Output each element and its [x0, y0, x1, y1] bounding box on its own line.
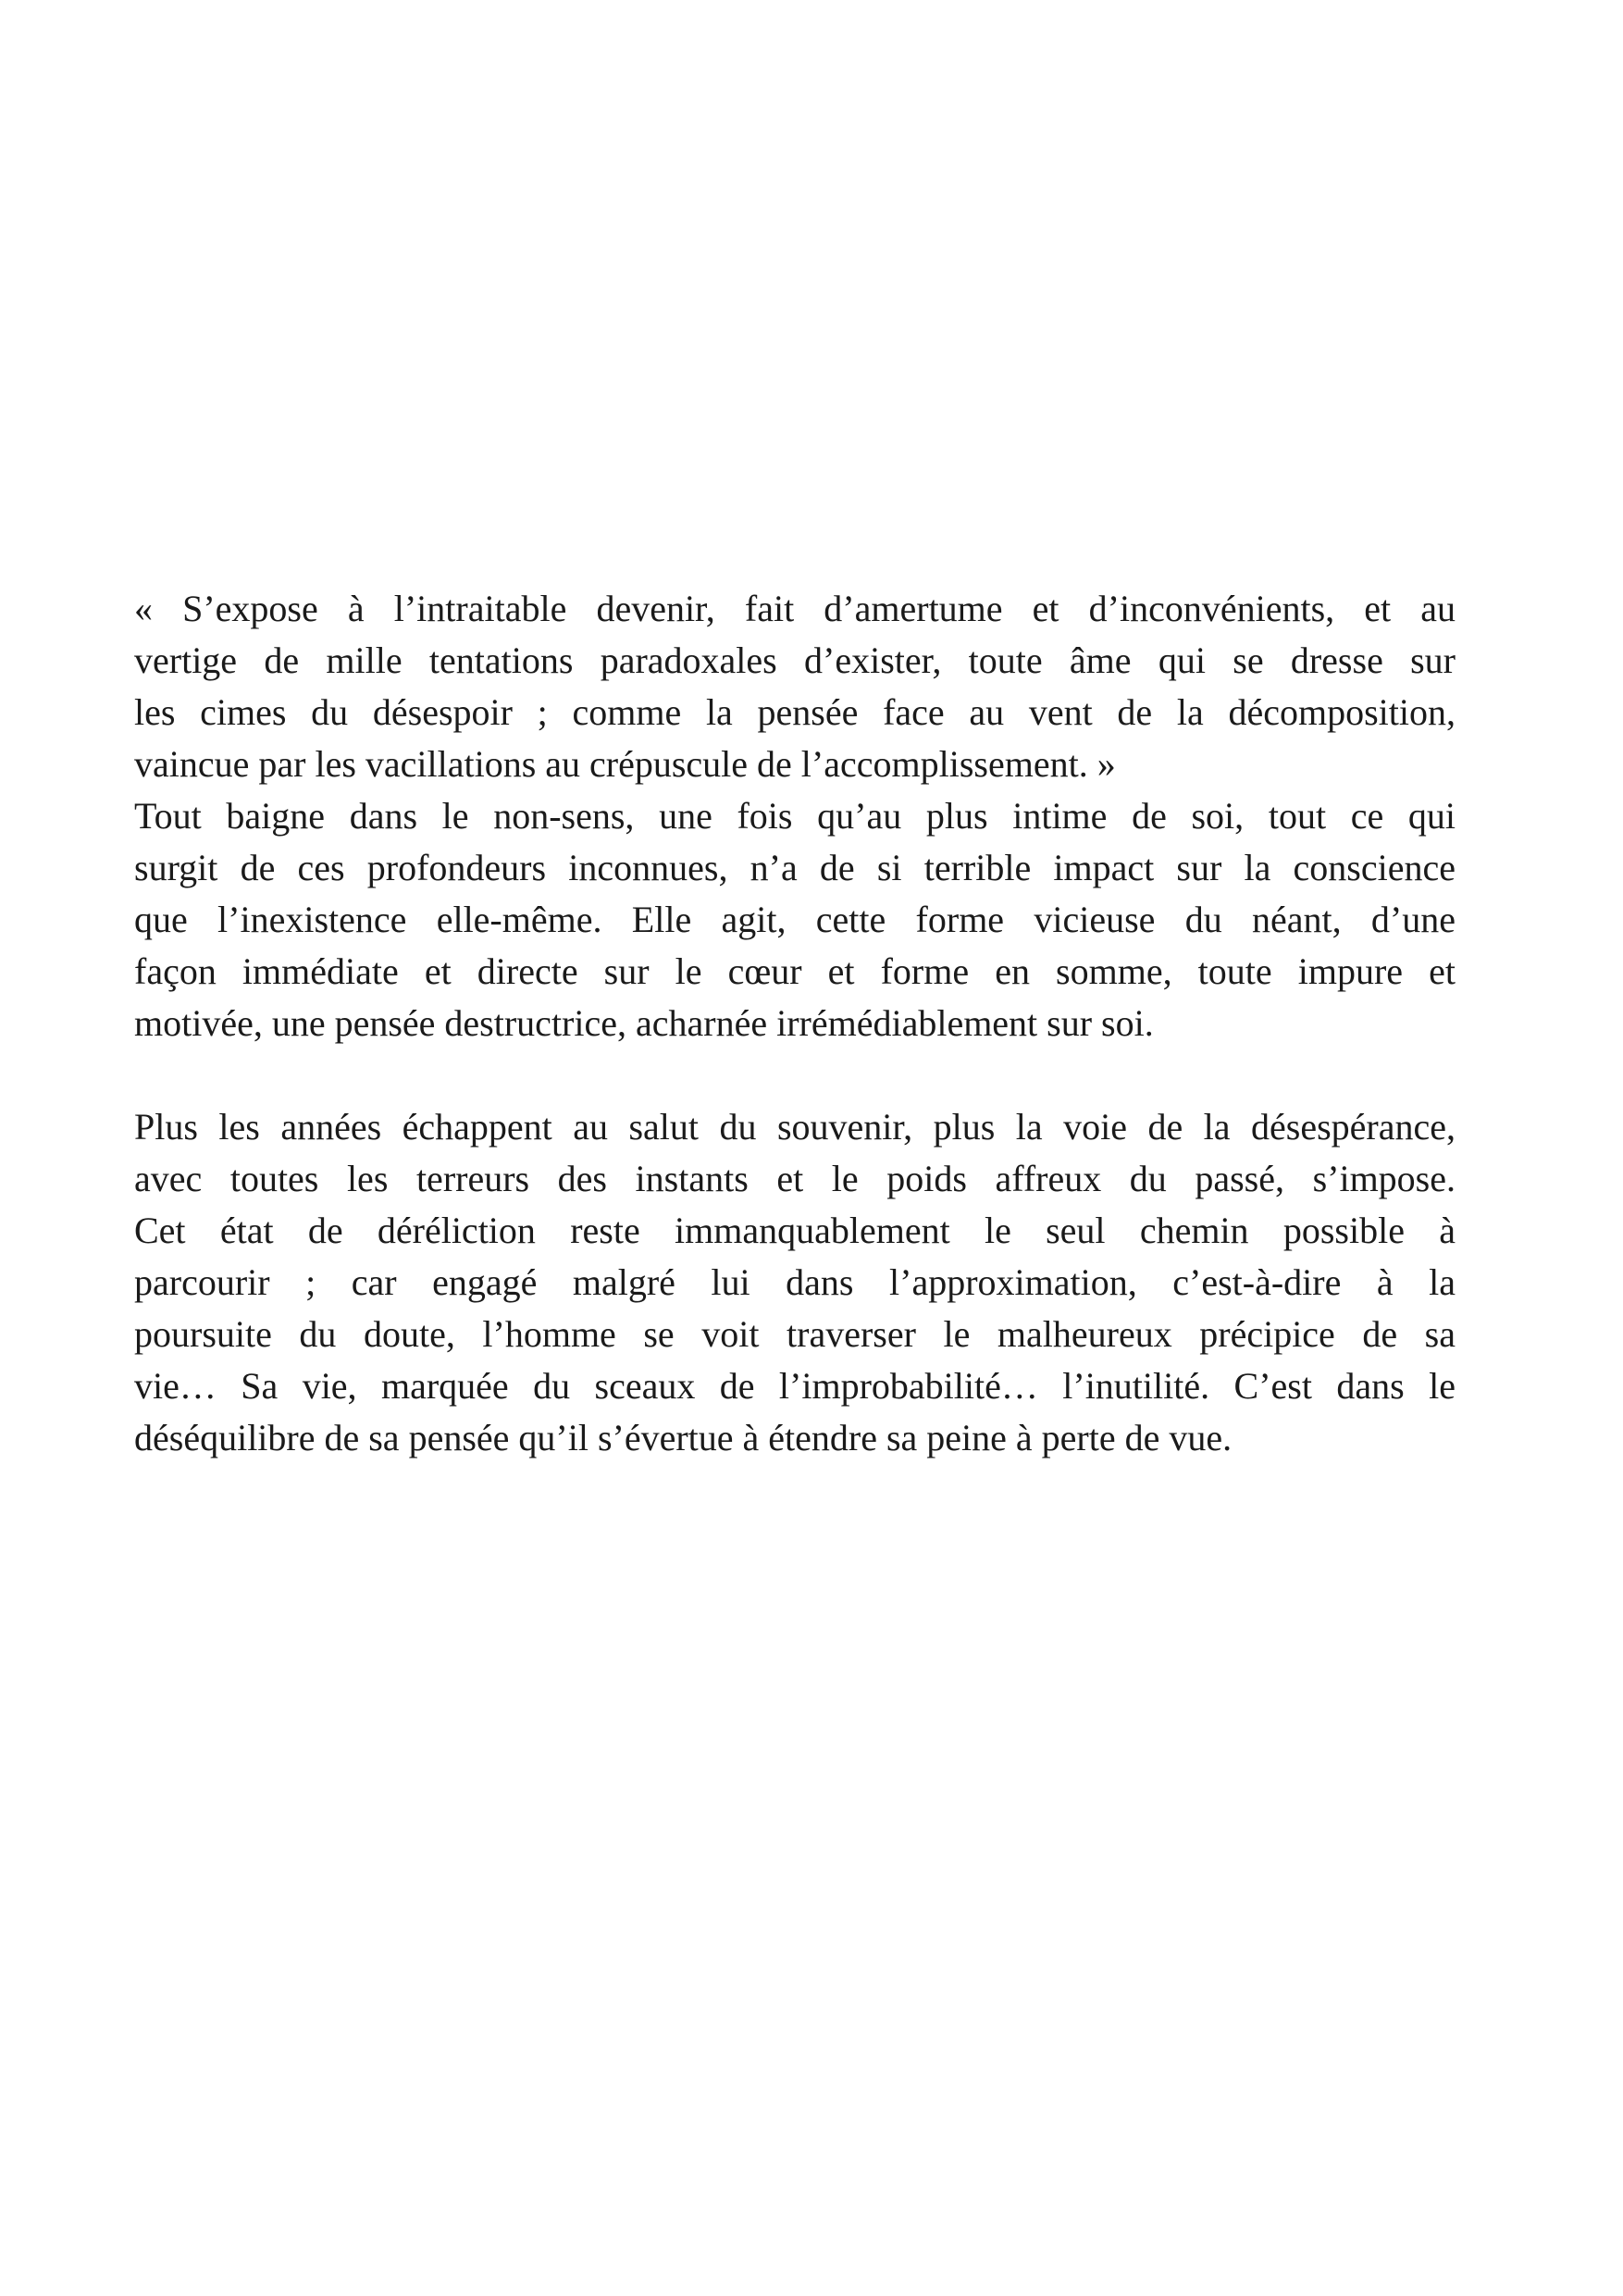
- text-line: que l’inexistence elle-même. Elle agit, cette forme vicieuse du néant, d’une: [134, 899, 1456, 940]
- text-line: vie… Sa vie, marquée du sceaux de l’improbabilité… l’inutilité. C’est dans le: [134, 1365, 1456, 1407]
- text-line: Cet état de déréliction reste immanquablement le seul chemin possible à: [134, 1210, 1456, 1251]
- text-line: vertige de mille tentations paradoxales d’exister, toute âme qui se dresse sur: [134, 639, 1456, 681]
- text-line: parcourir ; car engagé malgré lui dans l’approximation, c’est-à-dire à la: [134, 1261, 1456, 1303]
- text-line: façon immédiate et directe sur le cœur et forme en somme, toute impure et: [134, 950, 1456, 992]
- text-line: motivée, une pensée destructrice, acharnée irrémédiablement sur soi.: [134, 1002, 1154, 1044]
- text-line: « S’expose à l’intraitable devenir, fait d’amertume et d’inconvénients, et au: [134, 588, 1456, 629]
- body-text: [134, 583, 1456, 1464]
- text-line: Tout baigne dans le non-sens, une fois qu’au plus intime de soi, tout ce qui: [134, 795, 1456, 837]
- text-line: Plus les années échappent au salut du souvenir, plus la voie de la désespérance,: [134, 1106, 1456, 1148]
- text-line: avec toutes les terreurs des instants et le poids affreux du passé, s’impose.: [134, 1158, 1456, 1199]
- paragraph-gap: [134, 1049, 1456, 1101]
- text-line: surgit de ces profondeurs inconnues, n’a de si terrible impact sur la conscience: [134, 847, 1456, 888]
- paragraph-annees: [134, 1101, 1456, 1464]
- paragraph-non-sens: [134, 790, 1456, 1049]
- paragraph-quote: [134, 583, 1456, 790]
- text-line: vaincue par les vacillations au crépuscule de l’accomplissement. »: [134, 743, 1116, 785]
- text-line: poursuite du doute, l’homme se voit traverser le malheureux précipice de sa: [134, 1313, 1456, 1355]
- text-line: déséquilibre de sa pensée qu’il s’évertue à étendre sa peine à perte de vue.: [134, 1417, 1233, 1458]
- text-line: les cimes du désespoir ; comme la pensée face au vent de la décomposition,: [134, 691, 1456, 733]
